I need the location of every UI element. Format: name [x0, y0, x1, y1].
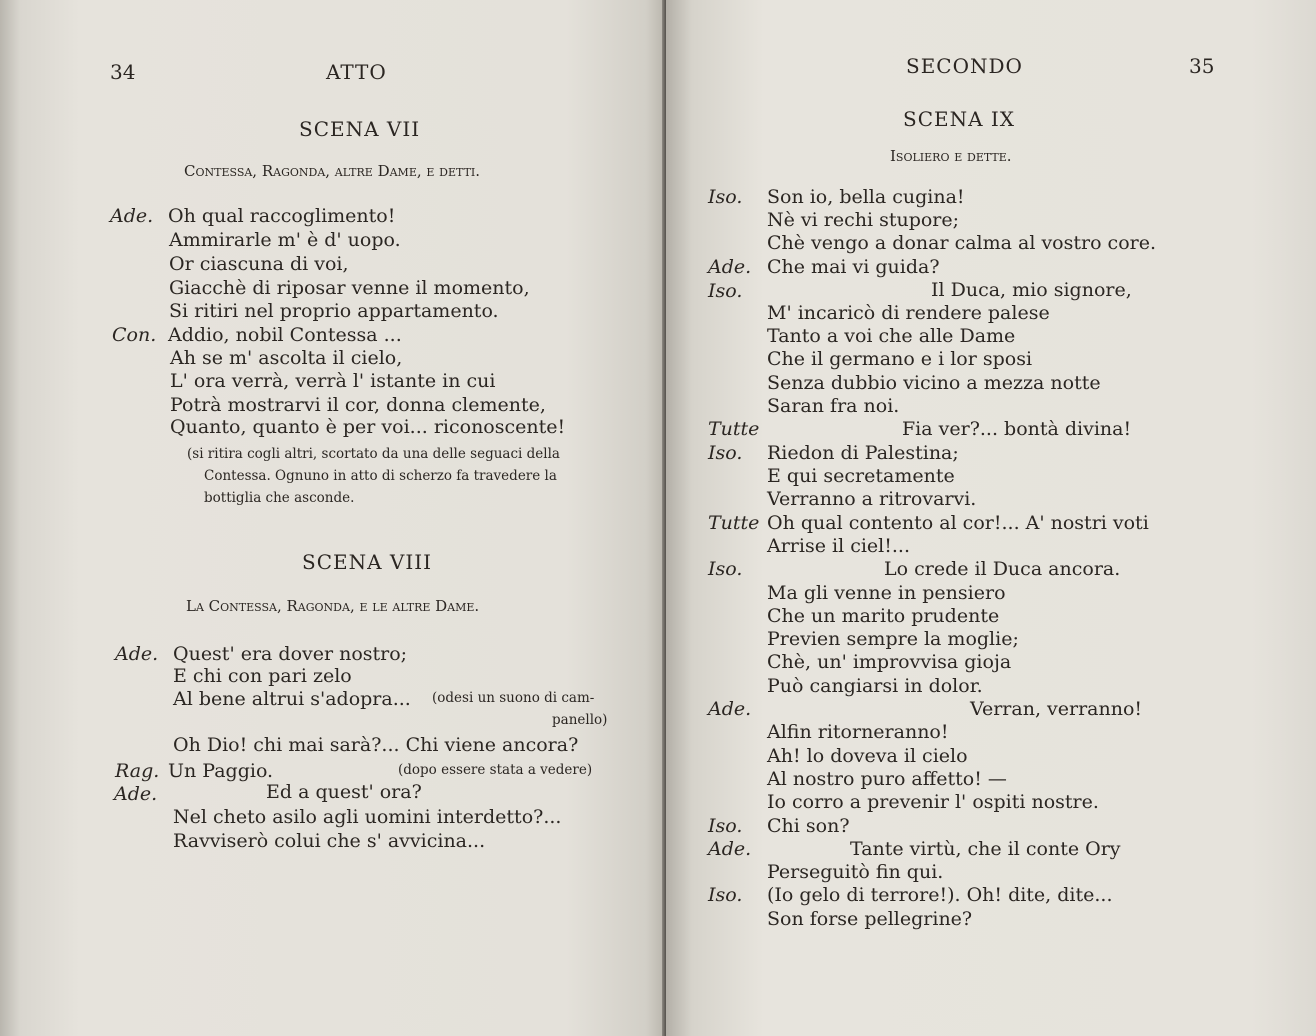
speaker-label: Con.: [112, 324, 157, 346]
verse-line: Saran fra noi.: [767, 395, 900, 417]
stage-direction: (odesi un suono di cam-: [432, 690, 595, 706]
verse-line: Son forse pellegrine?: [767, 908, 973, 930]
verse-line: Il Duca, mio signore,: [931, 279, 1132, 301]
speaker-label: Tutte: [708, 418, 760, 440]
verse-line: E qui secretamente: [767, 465, 955, 487]
verse-line: Senza dubbio vicino a mezza notte: [767, 372, 1101, 394]
verse-line: Al bene altrui s'adopra...: [173, 688, 411, 710]
scene-cast: Isoliero e dette.: [890, 147, 1012, 165]
verse-line: Alfin ritorneranno!: [767, 721, 949, 743]
stage-direction: panello): [552, 712, 608, 728]
verse-line: Potrà mostrarvi il cor, donna clemente,: [170, 394, 546, 416]
verse-line: Previen sempre la moglie;: [767, 628, 1019, 650]
scene-title: SCENA IX: [903, 107, 1016, 131]
verse-line: L' ora verrà, verrà l' istante in cui: [170, 370, 496, 392]
verse-line: Giacchè di riposar venne il momento,: [169, 277, 530, 299]
speaker-label: Iso.: [708, 186, 743, 208]
verse-line: Quest' era dover nostro;: [173, 643, 408, 665]
verse-line: Quanto, quanto è per voi... riconoscente!: [170, 416, 566, 438]
verse-line: Si ritiri nel proprio appartamento.: [169, 300, 499, 322]
speaker-label: Iso.: [708, 280, 743, 302]
speaker-label: Iso.: [708, 442, 743, 464]
verse-line: Un Paggio.: [168, 760, 274, 782]
verse-line: Ravviserò colui che s' avvicina...: [173, 830, 486, 852]
running-head: SECONDO: [906, 54, 1023, 78]
stage-direction: (dopo essere stata a vedere): [398, 762, 593, 778]
verse-line: Nel cheto asilo agli uomini interdetto?...: [173, 806, 562, 828]
stage-direction: Contessa. Ognuno in atto di scherzo fa travedere la: [204, 468, 557, 484]
speaker-label: Iso.: [708, 884, 743, 906]
speaker-label: Iso.: [708, 815, 743, 837]
verse-line: Riedon di Palestina;: [767, 442, 959, 464]
right-page: [666, 0, 1316, 1036]
speaker-label: Ade.: [114, 783, 158, 805]
verse-line: Perseguitò fin qui.: [767, 861, 944, 883]
scene-title: SCENA VIII: [302, 550, 433, 574]
speaker-label: Iso.: [708, 558, 743, 580]
verse-line: Son io, bella cugina!: [767, 186, 965, 208]
verse-line: Può cangiarsi in dolor.: [767, 675, 983, 697]
verse-line: Verranno a ritrovarvi.: [767, 488, 977, 510]
speaker-label: Tutte: [708, 512, 760, 534]
verse-line: Oh Dio! chi mai sarà?... Chi viene ancora?: [173, 734, 579, 756]
verse-line: Ah se m' ascolta il cielo,: [170, 347, 403, 369]
verse-line: (Io gelo di terrore!). Oh! dite, dite...: [767, 884, 1113, 906]
verse-line: Che il germano e i lor sposi: [767, 348, 1033, 370]
stage-direction: (si ritira cogli altri, scortato da una delle seguaci della: [187, 446, 560, 462]
verse-line: Chè vengo a donar calma al vostro core.: [767, 232, 1157, 254]
verse-line: Tanto a voi che alle Dame: [767, 325, 1016, 347]
verse-line: Verran, verranno!: [970, 698, 1143, 720]
verse-line: Chè, un' improvvisa gioja: [767, 651, 1012, 673]
verse-line: Chi son?: [767, 815, 850, 837]
verse-line: M' incaricò di rendere palese: [767, 302, 1050, 324]
speaker-label: Ade.: [708, 838, 752, 860]
speaker-label: Ade.: [708, 256, 752, 278]
verse-line: Arrise il ciel!...: [767, 535, 910, 557]
page-number: 35: [1189, 54, 1215, 78]
verse-line: Al nostro puro affetto! —: [767, 768, 1007, 790]
verse-line: Ma gli venne in pensiero: [767, 582, 1006, 604]
verse-line: Ed a quest' ora?: [266, 781, 422, 803]
speaker-label: Ade.: [110, 205, 154, 227]
verse-line: Io corro a prevenir l' ospiti nostre.: [767, 791, 1099, 813]
scene-title: SCENA VII: [299, 117, 421, 141]
scene-cast: Contessa, Ragonda, altre Dame, e detti.: [184, 162, 481, 180]
speaker-label: Ade.: [708, 698, 752, 720]
verse-line: Tante virtù, che il conte Ory: [850, 838, 1121, 860]
stage-direction: bottiglia che asconde.: [204, 490, 355, 506]
scene-cast: La Contessa, Ragonda, e le altre Dame.: [186, 597, 480, 615]
verse-line: Che mai vi guida?: [767, 256, 940, 278]
verse-line: Nè vi rechi stupore;: [767, 209, 960, 231]
verse-line: Ah! lo doveva il cielo: [767, 745, 968, 767]
verse-line: Lo crede il Duca ancora.: [884, 558, 1121, 580]
verse-line: E chi con pari zelo: [173, 665, 352, 687]
verse-line: Oh qual raccoglimento!: [168, 205, 396, 227]
verse-line: Oh qual contento al cor!... A' nostri voti: [767, 512, 1149, 534]
verse-line: Or ciascuna di voi,: [169, 253, 349, 275]
verse-line: Che un marito prudente: [767, 605, 1000, 627]
page-number: 34: [110, 60, 136, 84]
verse-line: Addio, nobil Contessa ...: [168, 324, 402, 346]
speaker-label: Ade.: [115, 643, 159, 665]
verse-line: Fia ver?... bontà divina!: [902, 418, 1132, 440]
running-head: ATTO: [326, 60, 387, 84]
speaker-label: Rag.: [115, 760, 160, 782]
verse-line: Ammirarle m' è d' uopo.: [169, 229, 401, 251]
